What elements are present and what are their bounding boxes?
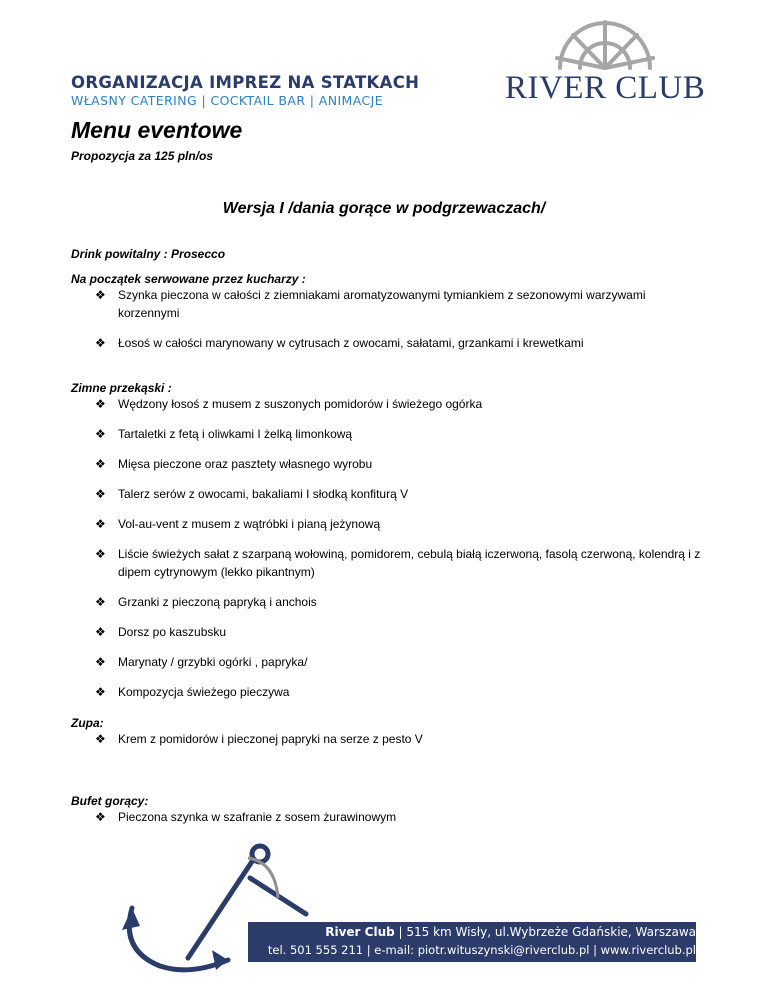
river-club-logo <box>505 18 705 108</box>
list-item: ❖ Łosoś w całości marynowany w cytrusach z owocami, sałatami, grzankami i krewetkami <box>95 336 584 350</box>
diamond-bullet-icon: ❖ <box>95 487 106 501</box>
section-soup-title: Zupa: <box>71 716 104 730</box>
list-item: ❖ Wędzony łosoś z musem z suszonych pomidorów i świeżego ogórka <box>95 397 483 411</box>
diamond-bullet-icon: ❖ <box>95 336 106 350</box>
header-line1: ORGANIZACJA IMPREZ NA STATKACH <box>71 73 420 92</box>
diamond-bullet-icon: ❖ <box>95 685 106 699</box>
list-item: ❖ Kompozycja świeżego pieczywa <box>95 685 290 699</box>
header-line2: WŁASNY CATERING | COCKTAIL BAR | ANIMACJE <box>71 93 383 108</box>
header-tagline <box>71 73 419 108</box>
list-item: ❖ Dorsz po kaszubsku <box>95 625 227 639</box>
list-item: ❖ Szynka pieczona w całości z ziemniakami aromatyzowanymi tymiankiem z sezonowymi warzywami korzennymi <box>95 288 646 320</box>
diamond-bullet-icon: ❖ <box>95 655 106 669</box>
page-subtitle: Propozycja za 125 pln/os <box>71 149 214 163</box>
diamond-bullet-icon: ❖ <box>95 427 106 441</box>
footer-address: River Club | 515 km Wisły, ul.Wybrzeże Gdańskie, Warszawa <box>325 925 696 939</box>
diamond-bullet-icon: ❖ <box>95 810 106 824</box>
section-hot-title: Bufet gorący: <box>71 794 149 808</box>
welcome-drink: Drink powitalny : Prosecco <box>71 247 226 261</box>
list-item: ❖ Talerz serów z owocami, bakaliami I słodką konfiturą V <box>95 487 409 501</box>
list-item: ❖ Tartaletki z fetą i oliwkami I żelką limonkową <box>95 427 353 441</box>
ship-wheel-icon <box>505 18 705 78</box>
diamond-bullet-icon: ❖ <box>95 595 106 609</box>
diamond-bullet-icon: ❖ <box>95 457 106 471</box>
footer-brand: River Club <box>325 925 395 939</box>
list-item: ❖ Mięsa pieczone oraz pasztety własnego wyrobu <box>95 457 373 471</box>
list-item: ❖ Liście świeżych sałat z szarpaną wołowiną, pomidorem, cebulą białą iczerwoną, fasolą czerwoną, kolendrą i z dipem cytrynowym (lekko pikantnym) <box>95 547 701 579</box>
list-item: ❖ Krem z pomidorów i pieczonej papryki na serze z pesto V <box>95 732 423 746</box>
list-item: ❖ Pieczona szynka w szafranie z sosem żurawinowym <box>95 810 397 824</box>
diamond-bullet-icon: ❖ <box>95 547 106 561</box>
diamond-bullet-icon: ❖ <box>95 517 106 531</box>
menu-version-heading: Wersja I /dania gorące w podgrzewaczach/ <box>222 200 546 217</box>
list-item: ❖ Vol-au-vent z musem z wątróbki i pianą jeżynową <box>95 517 381 531</box>
logo-text: RIVER CLUB <box>505 70 706 106</box>
diamond-bullet-icon: ❖ <box>95 625 106 639</box>
diamond-bullet-icon: ❖ <box>95 288 106 302</box>
footer-contact: tel. 501 555 211 | e-mail: piotr.wituszynski@riverclub.pl | www.riverclub.pl <box>267 943 696 957</box>
section-cold-title: Zimne przekąski : <box>71 381 172 395</box>
diamond-bullet-icon: ❖ <box>95 732 106 746</box>
section-start-title: Na początek serwowane przez kucharzy : <box>71 272 306 286</box>
diamond-bullet-icon: ❖ <box>95 397 106 411</box>
list-item: ❖ Grzanki z pieczoną papryką i anchois <box>95 595 317 609</box>
page-title: Menu eventowe <box>71 117 243 143</box>
list-item: ❖ Marynaty / grzybki ogórki , papryka/ <box>95 655 308 669</box>
